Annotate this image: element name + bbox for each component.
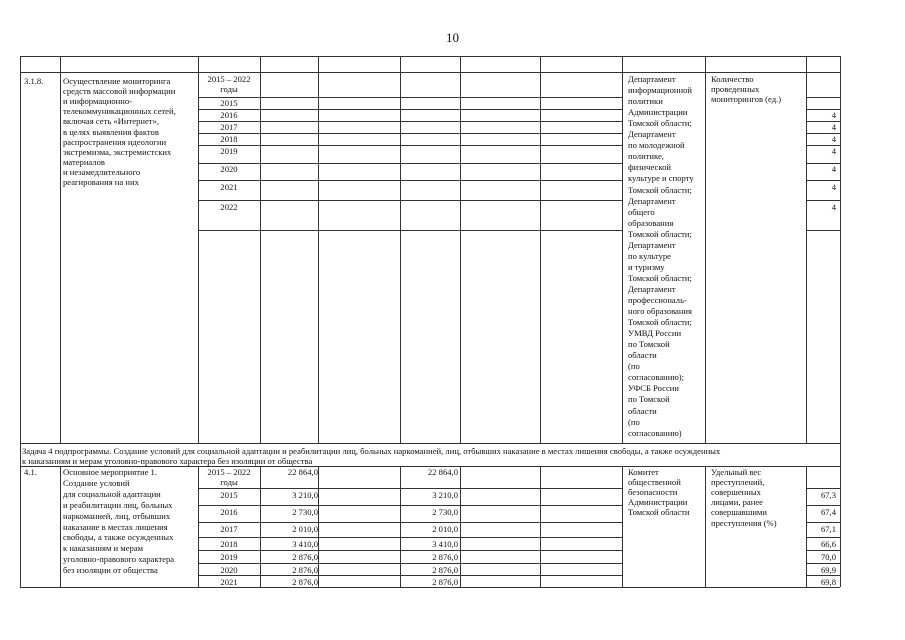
regional-amount: 2 730,0 — [432, 507, 458, 517]
executor-line: по Томской — [628, 394, 670, 405]
regional-amount: 22 864,0 — [427, 467, 458, 477]
activity-name-line: Создание условий — [63, 477, 130, 488]
year-row-line — [198, 133, 622, 134]
total-amount: 2 876,0 — [292, 565, 318, 575]
row-number: 3.1.8. — [24, 76, 44, 86]
col-line — [20, 443, 21, 466]
value-row-line — [806, 505, 840, 506]
indicator-line: мониторингов (ед.) — [711, 94, 782, 105]
year-row-line — [198, 145, 622, 146]
executor-line: ного образования — [628, 306, 692, 317]
year-label: 2020 — [220, 565, 238, 575]
year-row-line — [198, 97, 622, 98]
col-line — [20, 56, 21, 443]
executor-line: Департамент — [628, 74, 676, 84]
executor-line: Комитет — [628, 467, 659, 477]
year-row-line — [198, 522, 622, 523]
value-row-line — [806, 522, 840, 523]
year-label: 2021 — [220, 182, 238, 192]
year-row-line — [198, 109, 622, 110]
year-label: 2015 — [220, 490, 238, 500]
executor-line: по молодежной — [628, 140, 685, 151]
indicator-value: 70,0 — [820, 552, 836, 562]
executor-line: политики — [628, 96, 663, 107]
regional-amount: 2 876,0 — [432, 565, 458, 575]
col-line — [400, 56, 401, 443]
activity-name-line: и информационно- — [63, 96, 133, 107]
executor-line: профессиональ- — [628, 295, 687, 305]
year-label: 2020 — [220, 164, 238, 174]
year-row-line — [198, 180, 622, 181]
activity-name-line: телекоммуникационных сетей, — [63, 106, 176, 117]
executor-line: Департамент — [628, 195, 676, 206]
executor-line: УФСБ России — [628, 383, 679, 394]
total-amount: 2 730,0 — [292, 507, 318, 517]
col-line — [460, 466, 461, 587]
indicator-value: 69,9 — [820, 565, 836, 575]
value-row-line — [806, 230, 840, 231]
indicator-value: 67,3 — [820, 490, 836, 500]
year-label: 2022 — [220, 202, 238, 212]
executor-line: информационной — [628, 85, 693, 96]
indicator-value: 4 — [831, 146, 836, 156]
indicator-line: преступлений, — [711, 477, 765, 488]
executor-line: (по — [628, 416, 640, 427]
activity-name-line: уголовно-правового характера — [63, 554, 175, 565]
year-row-line — [198, 200, 622, 201]
indicator-value: 4 — [831, 122, 836, 132]
executor-line: области — [628, 405, 657, 416]
executor-line: Администрации — [628, 107, 688, 118]
activity-name-line: распространения идеологии — [63, 136, 167, 147]
executor-line: Департамент — [628, 283, 676, 294]
year-row-line — [198, 121, 622, 122]
year-label: 2019 — [220, 146, 238, 156]
activity-name-line: наркоманией, лиц, отбывших — [63, 510, 171, 521]
col-line — [20, 466, 21, 587]
year-row-line — [198, 230, 622, 231]
regional-amount: 2 876,0 — [432, 577, 458, 587]
col-line — [540, 56, 541, 443]
year-row-line — [198, 550, 622, 551]
header-bottom-line — [20, 72, 840, 73]
activity-name-line: наказание в местах лишения — [63, 521, 168, 532]
total-amount: 3 410,0 — [292, 539, 318, 549]
indicator-value: 66,6 — [820, 539, 836, 549]
total-amount: 2 876,0 — [292, 577, 318, 587]
executor-line: области — [628, 350, 657, 361]
indicator-line: лицами, ранее — [711, 497, 763, 508]
row-number: 4.1. — [24, 467, 37, 477]
executor-line: Департамент — [628, 129, 676, 140]
executor-line: Томской области; — [628, 118, 692, 129]
year-label: 2015 – 2022 — [207, 467, 251, 477]
year-label: 2016 — [220, 507, 238, 517]
indicator-value: 69,8 — [820, 577, 836, 587]
activity-name-line: реагирования на них — [63, 177, 139, 187]
value-row-line — [806, 97, 840, 98]
executor-line: согласованию); — [628, 372, 685, 383]
activity-name-line: Осуществление мониторинга — [63, 76, 171, 86]
regional-amount: 3 210,0 — [432, 490, 458, 500]
col-line — [60, 466, 61, 587]
activity-name-line: для социальной адаптации — [63, 488, 161, 499]
task-heading-line: к наказаниям и мерам уголовно-правового характера без изоляции от общества — [22, 456, 313, 466]
year-row-line — [198, 537, 622, 538]
activity-name-line: средств массовой информации — [63, 86, 176, 97]
executor-line: Томской области; — [628, 184, 692, 195]
executor-line: по культуре — [628, 250, 671, 261]
total-amount: 22 864,0 — [287, 467, 318, 477]
activity-name-line: материалов — [63, 156, 105, 167]
indicator-value: 4 — [831, 182, 836, 192]
indicator-line: Количество — [711, 74, 754, 84]
executor-line: политике, — [628, 151, 664, 162]
executor-line: Томской области; — [628, 317, 692, 328]
indicator-value: 4 — [831, 202, 836, 212]
col-line — [60, 56, 61, 443]
indicator-value: 67,4 — [820, 507, 836, 517]
regional-amount: 2 010,0 — [432, 524, 458, 534]
col-line — [400, 466, 401, 587]
indicator-value: 4 — [831, 110, 836, 120]
indicator-line: совершенных — [711, 487, 761, 498]
value-row-line — [806, 537, 840, 538]
col-line — [318, 56, 319, 443]
col-line — [622, 466, 623, 587]
col-line — [318, 466, 319, 587]
col-line — [840, 466, 841, 587]
regional-amount: 2 876,0 — [432, 552, 458, 562]
total-amount: 2 876,0 — [292, 552, 318, 562]
activity-name-line: Основное мероприятие 1. — [63, 467, 157, 477]
col-line — [460, 56, 461, 443]
year-label: 2015 – 2022 — [207, 74, 251, 84]
indicator-line: проведенных — [711, 84, 760, 95]
activity-name-line: свободы, а также осужденных — [63, 532, 174, 543]
year-row-line — [198, 163, 622, 164]
col-line — [840, 443, 841, 466]
total-amount: 2 010,0 — [292, 524, 318, 534]
year-label: 2018 — [220, 539, 238, 549]
section-line — [20, 443, 840, 444]
value-row-line — [806, 488, 840, 489]
table-top-line — [20, 56, 840, 57]
executor-line: Томской области; — [628, 228, 692, 239]
executor-line: УМВД России — [628, 328, 682, 339]
indicator-line: Удельный вес — [711, 467, 762, 477]
year-label: 2017 — [220, 524, 238, 534]
year-label: 2016 — [220, 110, 238, 120]
regional-amount: 3 410,0 — [432, 539, 458, 549]
activity-name-line: без изоляции от общества — [63, 565, 158, 576]
activity-name-line: и незамедлительного — [63, 166, 141, 177]
executor-line: культуре и спорту — [628, 173, 694, 184]
year-row-line — [198, 505, 622, 506]
page-number: 10 — [446, 30, 459, 45]
indicator-line: преступления (%) — [711, 517, 777, 528]
col-line — [840, 56, 841, 443]
year-label: 2018 — [220, 134, 238, 144]
col-line — [260, 56, 261, 443]
value-row-line — [806, 200, 840, 201]
year-label: годы — [220, 477, 238, 487]
value-row-line — [806, 563, 840, 564]
activity-name-line: в целях выявления фактов — [63, 126, 159, 137]
col-line — [260, 466, 261, 587]
year-label: 2017 — [220, 122, 238, 132]
year-row-line — [198, 488, 622, 489]
executor-line: (по — [628, 361, 640, 372]
executor-line: согласованию) — [628, 427, 682, 438]
col-line — [540, 466, 541, 587]
year-row-line — [198, 563, 622, 564]
executor-line: общественной — [628, 477, 681, 488]
indicator-value: 67,1 — [820, 524, 836, 534]
executor-line: образования — [628, 217, 674, 228]
activity-name-line: экстремизма, экстремистских — [63, 146, 172, 157]
year-label: 2015 — [220, 98, 238, 108]
executor-line: и туризму — [628, 261, 665, 272]
year-label: 2019 — [220, 552, 238, 562]
col-line — [622, 56, 623, 443]
executor-line: общего — [628, 206, 655, 217]
executor-line: Департамент — [628, 239, 676, 250]
indicator-line: совершавшими — [711, 507, 767, 518]
activity-name-line: и реабилитации лиц, больных — [63, 499, 173, 510]
indicator-value: 4 — [831, 164, 836, 174]
executor-line: Томской области; — [628, 272, 692, 283]
year-label: годы — [220, 84, 238, 94]
value-row-line — [806, 180, 840, 181]
activity-name-line: к наказаниям и мерам — [63, 543, 144, 554]
executor-line: безопасности — [628, 487, 678, 498]
executor-line: физической — [628, 162, 671, 173]
value-row-line — [806, 550, 840, 551]
executor-line: Администрации — [628, 497, 688, 508]
total-amount: 3 210,0 — [292, 490, 318, 500]
task-heading-line: Задача 4 подпрограммы. Создание условий для социальной адаптации и реабилитации лиц, больных наркоманией, лиц, отбывших наказание в местах лишения свободы, а также осужденных — [22, 446, 721, 456]
activity-name-line: включая сеть «Интернет», — [63, 116, 159, 127]
executor-line: по Томской — [628, 339, 670, 350]
executor-line: Томской области — [628, 507, 690, 518]
indicator-value: 4 — [831, 134, 836, 144]
year-label: 2021 — [220, 577, 238, 587]
